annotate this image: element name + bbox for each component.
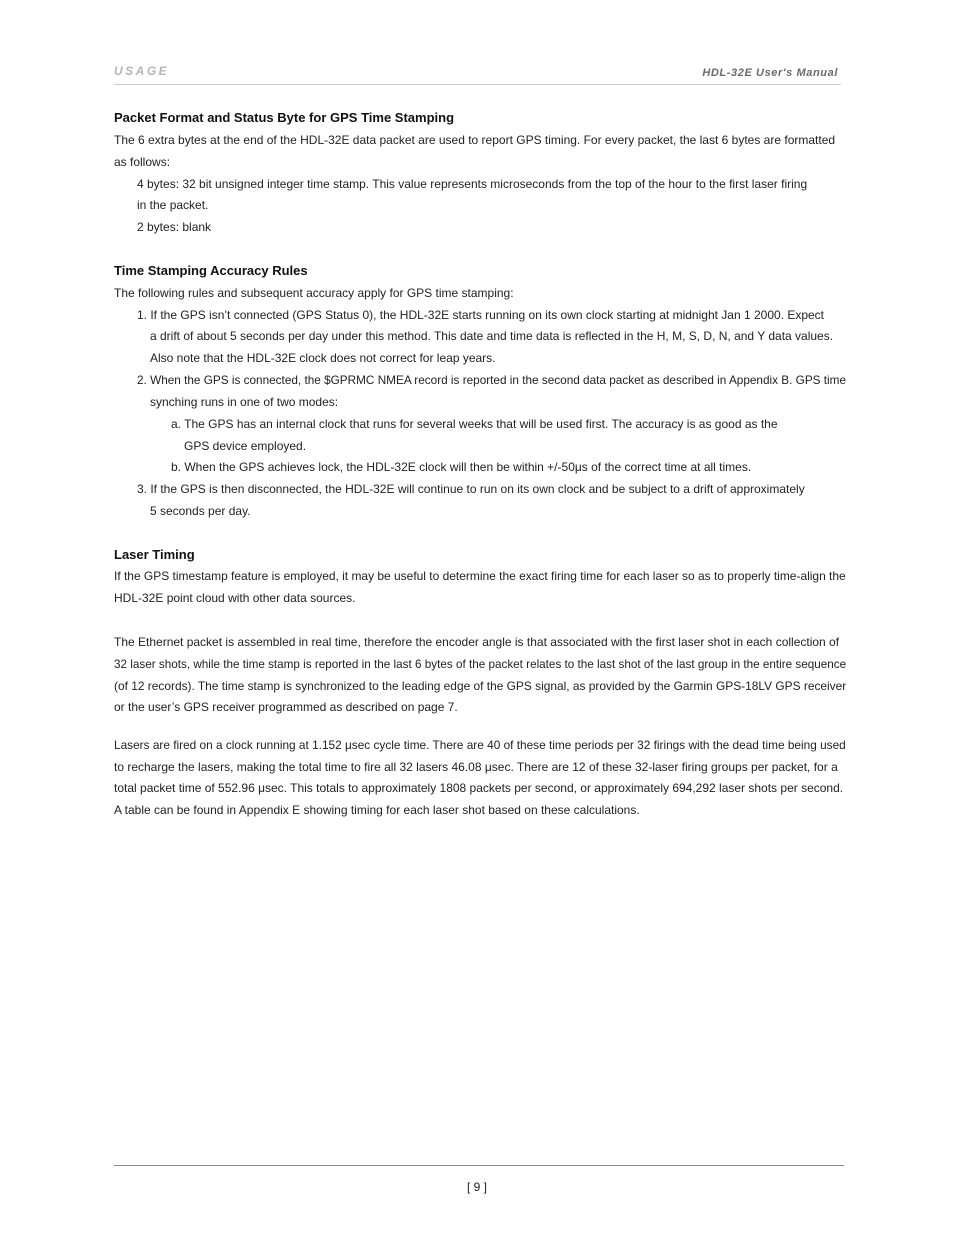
list-item-line: 3. If the GPS is then disconnected, the HDL-32E will continue to run on its own clock and be subject to a drift of approximately bbox=[137, 482, 805, 496]
list-item-line: synching runs in one of two modes: bbox=[150, 395, 339, 409]
header-divider bbox=[114, 84, 841, 85]
list-item-line: 2. When the GPS is connected, the $GPRMC NMEA record is reported in the second data packet as described in Appendix B. GPS time bbox=[137, 373, 847, 387]
paragraph-line: A table can be found in Appendix E showing timing for each laser shot based on these calculations. bbox=[114, 803, 640, 817]
list-item-line: 1. If the GPS isn’t connected (GPS Status 0), the HDL-32E starts running on its own clock starting at midnight Jan 1 2000. Expect bbox=[137, 308, 825, 322]
header-section-label: USAGE bbox=[114, 64, 170, 78]
paragraph-line: as follows: bbox=[114, 155, 171, 169]
paragraph-line: to recharge the lasers, making the total time to fire all 32 lasers 46.08 μsec. There are 12 of these 32-laser firing groups per packet, for a bbox=[114, 760, 838, 774]
footer-divider bbox=[114, 1165, 844, 1166]
list-item-line: in the packet. bbox=[137, 198, 209, 212]
list-item-line: 2 bytes: blank bbox=[137, 220, 212, 234]
paragraph-line: If the GPS timestamp feature is employed, it may be useful to determine the exact firing time for each laser so as to properly time-align the bbox=[114, 569, 846, 583]
paragraph-line: or the user’s GPS receiver programmed as described on page 7. bbox=[114, 700, 458, 714]
list-item-line: 5 seconds per day. bbox=[150, 504, 251, 518]
list-item-line: 4 bytes: 32 bit unsigned integer time stamp. This value represents microseconds from the top of the hour to the first laser firing bbox=[137, 177, 808, 191]
paragraph-line: 32 laser shots, while the time stamp is reported in the last 6 bytes of the packet relates to the last shot of the last group in the entire sequence bbox=[114, 657, 847, 671]
sublist-item-line: a. The GPS has an internal clock that runs for several weeks that will be used first. The accuracy is as good as the bbox=[171, 417, 778, 431]
list-item-line: a drift of about 5 seconds per day under this method. This date and time data is reflected in the H, M, S, D, N, and Y data values. bbox=[150, 329, 834, 343]
page-number: [ 9 ] bbox=[466, 1180, 487, 1194]
sublist-item-line: GPS device employed. bbox=[184, 439, 307, 453]
section-heading: Laser Timing bbox=[114, 547, 195, 562]
sublist-item-line: b. When the GPS achieves lock, the HDL-32E clock will then be within +/-50μs of the correct time at all times. bbox=[171, 460, 752, 474]
paragraph-line: (of 12 records). The time stamp is synchronized to the leading edge of the GPS signal, as provided by the Garmin GPS-18LV GPS receiver bbox=[114, 679, 847, 693]
section-heading: Time Stamping Accuracy Rules bbox=[114, 263, 308, 278]
paragraph-line: The Ethernet packet is assembled in real time, therefore the encoder angle is that associated with the first laser shot in each collection of bbox=[114, 635, 840, 649]
paragraph-line: total packet time of 552.96 μsec. This totals to approximately 1808 packets per second, or approximately 694,292 laser shots per second. bbox=[114, 781, 844, 795]
section-heading: Packet Format and Status Byte for GPS Time Stamping bbox=[114, 110, 455, 125]
list-item-line: Also note that the HDL-32E clock does not correct for leap years. bbox=[150, 351, 496, 365]
paragraph-line: The following rules and subsequent accuracy apply for GPS time stamping: bbox=[114, 286, 514, 300]
paragraph-line: The 6 extra bytes at the end of the HDL-32E data packet are used to report GPS timing. For every packet, the last 6 bytes are formatted bbox=[114, 133, 836, 147]
paragraph-line: HDL-32E point cloud with other data sources. bbox=[114, 591, 356, 605]
paragraph-line: Lasers are fired on a clock running at 1.152 μsec cycle time. There are 40 of these time periods per 32 firings with the dead time being used bbox=[114, 738, 846, 752]
header-manual-title: HDL-32E User's Manual bbox=[702, 67, 838, 79]
